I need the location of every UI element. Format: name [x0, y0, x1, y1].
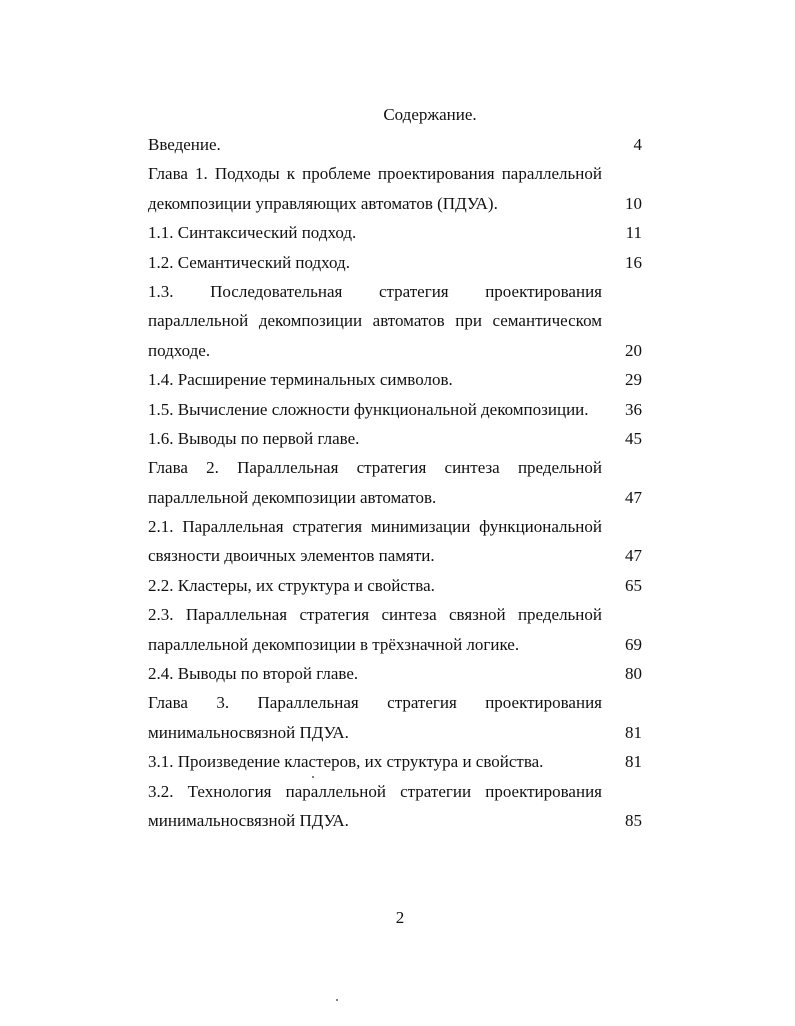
- toc-line: [148, 718, 642, 747]
- toc-entry-page: 11: [625, 223, 642, 243]
- toc-entry-text: Глава 1. Подходы к проблеме проектирования параллельной: [148, 164, 602, 184]
- toc-line: [148, 306, 642, 335]
- toc-entry-page: 47: [625, 487, 642, 507]
- toc-entry-text: параллельной декомпозиции автоматов при семантическом: [148, 311, 602, 331]
- toc-entry-text: 1.2. Семантический подход.: [148, 252, 350, 272]
- toc-line: [148, 630, 642, 659]
- toc-entry-page: 81: [625, 752, 642, 772]
- toc-entry-text: 2.3. Параллельная стратегия синтеза связной предельной: [148, 605, 602, 625]
- toc-entry-page: 29: [625, 370, 642, 390]
- toc-entry-text: минимальносвязной ПДУА.: [148, 810, 349, 830]
- toc-entry-text: 1.6. Выводы по первой главе.: [148, 428, 360, 448]
- toc-line: [148, 512, 642, 541]
- page-number: 2: [395, 908, 405, 927]
- toc-entry-page: 4: [633, 135, 642, 154]
- table-of-contents: [148, 130, 642, 835]
- toc-entry-text: параллельной декомпозиции в трёхзначной логике.: [148, 634, 520, 654]
- toc-entry-page: 80: [625, 664, 642, 684]
- toc-entry-page: 81: [625, 722, 642, 742]
- toc-line: [148, 483, 642, 512]
- toc-entry-text: связности двоичных элементов памяти.: [148, 546, 435, 566]
- toc-line: [148, 395, 642, 424]
- toc-entry-page: 69: [625, 634, 642, 654]
- toc-entry-text: подходе.: [148, 340, 211, 360]
- toc-line: [148, 688, 642, 717]
- toc-entry-text: Глава 3. Параллельная стратегия проектирования: [148, 693, 602, 713]
- toc-line: [148, 159, 642, 188]
- toc-line: [148, 424, 642, 453]
- toc-line: [148, 453, 642, 482]
- toc-line: [148, 277, 642, 306]
- toc-line: [148, 248, 642, 277]
- toc-line: [148, 777, 642, 806]
- toc-entry-page: 10: [625, 193, 642, 213]
- toc-entry-text: Глава 2. Параллельная стратегия синтеза предельной: [148, 458, 602, 478]
- toc-line: [148, 189, 642, 218]
- toc-line: [148, 336, 642, 365]
- toc-entry-page: 45: [625, 428, 642, 448]
- toc-line: [148, 659, 642, 688]
- toc-entry-text: 1.5. Вычисление сложности функциональной декомпозиции.: [148, 399, 589, 419]
- toc-entry-text: параллельной декомпозиции автоматов.: [148, 487, 437, 507]
- toc-entry-page: 85: [625, 810, 642, 830]
- scan-speck: [336, 999, 338, 1001]
- toc-entry-text: декомпозиции управляющих автоматов (ПДУА).: [148, 193, 498, 213]
- toc-entry-text: 2.1. Параллельная стратегия минимизации функциональной: [148, 517, 602, 537]
- toc-entry-text: минимальносвязной ПДУА.: [148, 722, 349, 742]
- toc-line: [148, 600, 642, 629]
- page-title: Содержание.: [383, 105, 477, 124]
- toc-entry-text: Введение.: [148, 135, 221, 154]
- toc-entry-page: 36: [625, 399, 642, 419]
- toc-line: [148, 747, 642, 776]
- toc-entry-text: 1.3. Последовательная стратегия проектирования: [148, 281, 602, 301]
- toc-entry-text: 1.4. Расширение терминальных символов.: [148, 370, 453, 390]
- toc-entry-text: 3.2. Технология параллельной стратегии проектирования: [148, 781, 602, 801]
- toc-entry-text: 1.1. Синтаксический подход.: [148, 223, 357, 243]
- toc-line: [148, 571, 642, 600]
- toc-line: [148, 130, 642, 159]
- toc-entry-page: 20: [625, 340, 642, 360]
- toc-entry-page: 47: [625, 546, 642, 566]
- toc-line: [148, 365, 642, 394]
- toc-line: [148, 218, 642, 247]
- toc-line: [148, 541, 642, 570]
- toc-entry-page: 16: [625, 252, 642, 272]
- toc-entry-text: 2.2. Кластеры, их структура и свойства.: [148, 575, 435, 595]
- toc-line: [148, 806, 642, 835]
- toc-entry-page: 65: [625, 575, 642, 595]
- toc-entry-text: 2.4. Выводы по второй главе.: [148, 664, 359, 684]
- toc-entry-text: 3.1. Произведение кластеров, их структура и свойства.: [148, 752, 544, 772]
- scan-speck: [312, 776, 314, 778]
